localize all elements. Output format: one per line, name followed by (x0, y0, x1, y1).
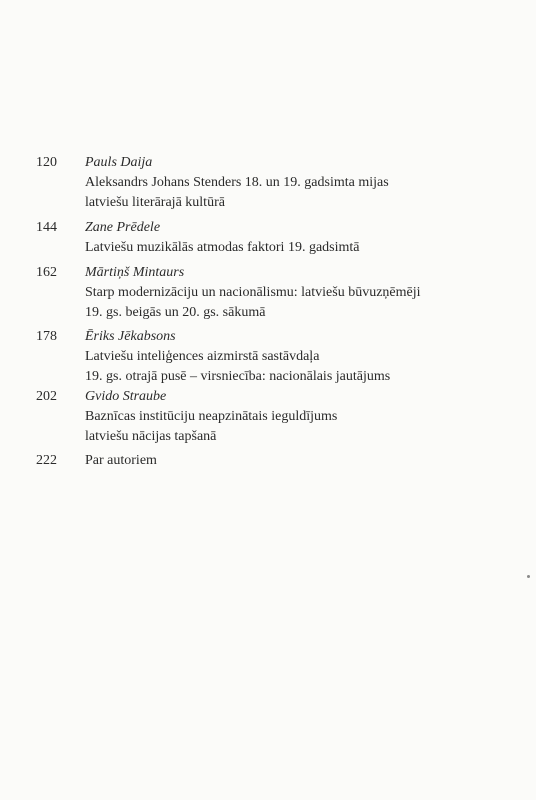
title-line: latviešu nācijas tapšanā (85, 429, 217, 444)
page-number: 222 (36, 453, 57, 468)
page-number: 144 (36, 220, 57, 235)
page-number: 162 (36, 265, 57, 280)
entry-body (85, 263, 505, 323)
title-line: latviešu literārajā kultūrā (85, 195, 225, 210)
title-line: Latviešu muzikālās atmodas faktori 19. gadsimtā (85, 240, 360, 255)
entry-body (85, 218, 505, 258)
entry-body (85, 327, 505, 387)
title-line: Starp modernizāciju un nacionālismu: latviešu būvuzņēmēji (85, 285, 421, 300)
toc-entry (0, 218, 536, 255)
title-line: 19. gs. otrajā pusē – virsniecība: nacionālais jautājums (85, 369, 391, 384)
page-number: 178 (36, 329, 57, 344)
author-name: Ēriks Jēkabsons (85, 329, 176, 344)
entry-body (85, 451, 505, 471)
title-line: 19. gs. beigās un 20. gs. sākumā (85, 305, 266, 320)
entry-body (85, 153, 505, 213)
toc-entry (0, 387, 536, 444)
title-line: Baznīcas institūciju neapzinātais ieguldījums (85, 409, 338, 424)
author-name: Mārtiņš Mintaurs (85, 265, 185, 280)
toc-entry (0, 153, 536, 210)
scan-speck (527, 575, 530, 578)
author-name: Pauls Daija (85, 155, 153, 170)
title-line: Latviešu inteliģences aizmirstā sastāvdaļa (85, 349, 320, 364)
entry-body (85, 387, 505, 447)
toc-entry (0, 327, 536, 384)
title-line: Aleksandrs Johans Stenders 18. un 19. gadsimta mijas (85, 175, 389, 190)
title-line: Par autoriem (85, 453, 157, 468)
page-number: 120 (36, 155, 57, 170)
author-name: Gvido Straube (85, 389, 167, 404)
toc-entry (0, 451, 536, 471)
page-number: 202 (36, 389, 57, 404)
author-name: Zane Prēdele (85, 220, 161, 235)
toc-entry (0, 263, 536, 320)
